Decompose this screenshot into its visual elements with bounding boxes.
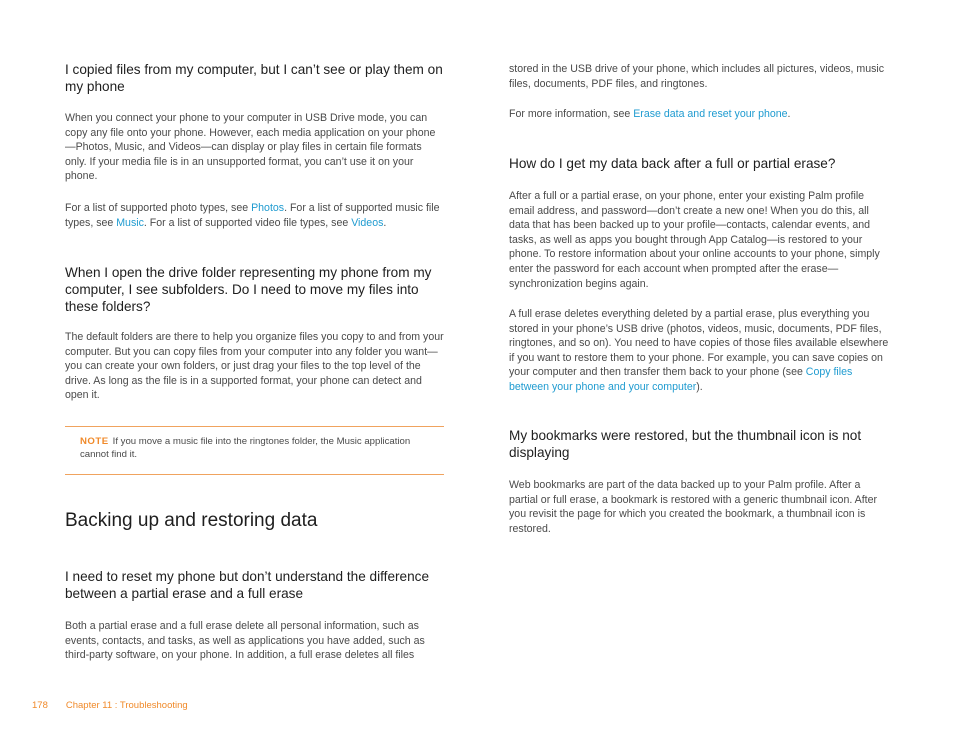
paragraph-usb-drive-mode: When you connect your phone to your computer in USB Drive mode, you can copy any file onto your phone. However, each media application on your phone—Photos, Music, and Videos—can display or play files in certain file formats only. If your media file is in an unsupported format, you can’t use it on your phone. <box>65 112 436 183</box>
text-span: . <box>383 216 387 229</box>
section-title: Backing up and restoring data <box>65 510 318 531</box>
paragraph-default-folders: The default folders are there to help you organize files you copy to and from your computer. But you can copy files from your computer into any folder you want—you can create your own folders, or just drag your files to the top level of the drive. As long as the file is in a supported format, your phone can detect and open it. <box>65 331 444 402</box>
paragraph-usb-drive-contents: stored in the USB drive of your phone, which includes all pictures, videos, music files, documents, PDF files, and ringtones. <box>509 63 885 90</box>
paragraph-web-bookmarks: Web bookmarks are part of the data backed up to your Palm profile. After a partial or full erase, a bookmark is restored with a generic thumbnail icon. After you revisit the page for which you created the bookmark, a thumbnail icon is restored. <box>509 479 878 535</box>
note-top-rule <box>65 426 444 427</box>
paragraph-restore-profile: After a full or a partial erase, on your phone, enter your existing Palm profile email address, and password—don’t create a new one! When you do this, all data that has been backed up to your profile—contacts, calendar events, and tasks, as well as apps you bought through App Catalog—is restored to your phone. To restore information about your online accounts to your phone, simply enter the password for each account when prompted after the erase— synchronization begins again. <box>509 190 880 290</box>
text-span: . For a list of supported video file types, see <box>143 216 352 229</box>
text-span: ). <box>696 380 703 393</box>
text-span: For more information, see <box>509 108 634 120</box>
paragraph-more-info <box>509 107 889 122</box>
link-photos[interactable]: Photos <box>251 202 285 214</box>
note-label: NOTE <box>80 436 109 447</box>
link-music[interactable]: Music <box>116 216 144 229</box>
link-copy-files[interactable]: Copy files between your phone and your computer <box>509 366 853 393</box>
text-span: . For a list of supported music file types, see <box>65 202 440 229</box>
text-span: . <box>787 108 791 120</box>
text-span: A full erase deletes everything deleted by a partial erase, plus everything you stored in your phone’s USB drive (photos, videos, music, documents, PDF files, ringtones, and so on). You need to have copies of those files available elsewhere if you want to restore them to your phone. For example, you can save copies on your computer and then transfer them back to your phone (see <box>509 308 889 379</box>
link-videos[interactable]: Videos <box>351 216 384 229</box>
link-erase-data[interactable]: Erase data and reset your phone <box>633 108 788 120</box>
paragraph-full-erase-deletes <box>509 307 889 395</box>
question-heading-data-back: How do I get my data back after a full or partial erase? <box>509 156 836 171</box>
question-heading-reset: I need to reset my phone but don’t understand the difference between a partial erase and a full erase <box>65 569 430 601</box>
note-bottom-rule <box>65 474 444 475</box>
note-box <box>80 436 430 461</box>
paragraph-partial-full-erase: Both a partial erase and a full erase delete all personal information, such as events, contacts, and tasks, as well as applications you have added, such as third-party software, on your phone. In addition, a full erase deletes all files <box>65 620 425 662</box>
note-text: If you move a music file into the ringtones folder, the Music application cannot find it. <box>80 436 411 460</box>
chapter-label: Chapter 11 : Troubleshooting <box>65 700 188 711</box>
text-span: For a list of supported photo types, see <box>65 202 252 214</box>
paragraph-supported-types <box>65 201 445 230</box>
question-heading-subfolders: When I open the drive folder representing my phone from my computer, I see subfolders. Do I need to move my files into these folders? <box>65 265 432 314</box>
page-footer <box>32 700 188 711</box>
question-heading-bookmarks: My bookmarks were restored, but the thumbnail icon is not displaying <box>509 428 862 460</box>
question-heading-copied-files: I copied files from my computer, but I can’t see or play them on my phone <box>65 62 443 94</box>
page-number: 178 <box>32 700 48 711</box>
